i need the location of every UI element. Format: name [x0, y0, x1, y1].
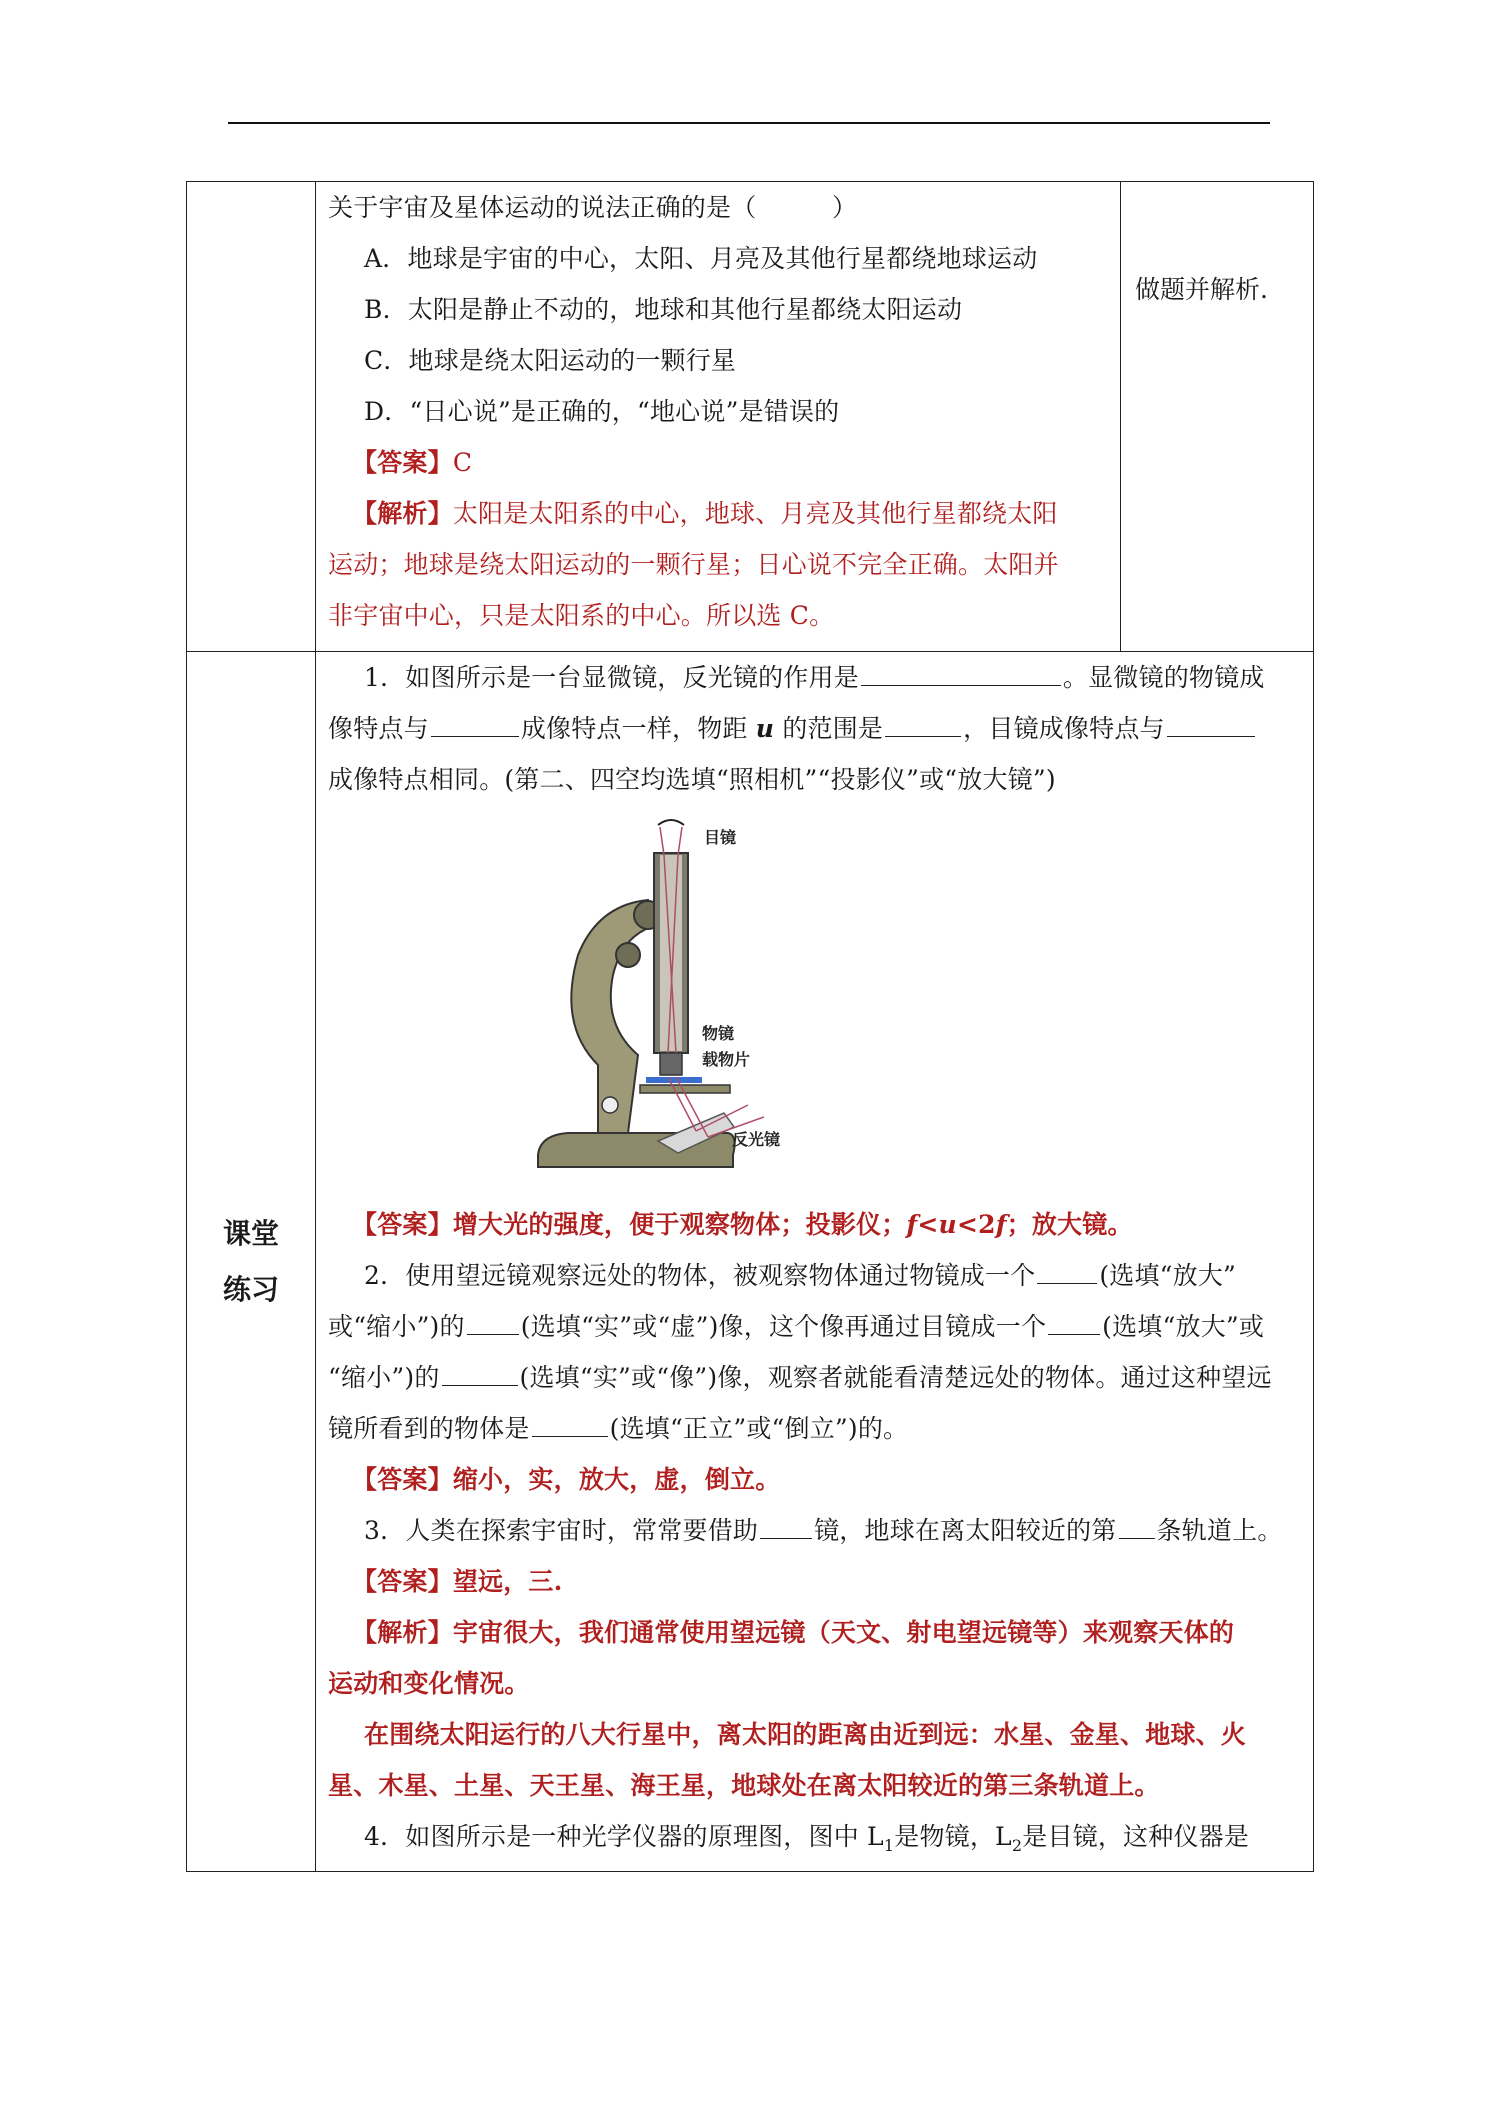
header-rule: [228, 122, 1270, 124]
table-row: [187, 652, 1314, 1872]
blank: [431, 710, 519, 737]
answer-line: [328, 437, 1110, 488]
microscope-diagram: [528, 815, 818, 1195]
stage: [640, 1085, 730, 1093]
side-note: 做题并解析.: [1135, 275, 1268, 304]
q1-line2: 像特点与 成像特点一样，物距 u 的范围是 ，目镜成像特点与: [328, 703, 1303, 754]
section-label-line1: 课堂: [222, 1216, 279, 1250]
analysis-line: [328, 488, 1110, 539]
blank: [1167, 710, 1255, 737]
option-b: B．太阳是静止不动的，地球和其他行星都绕太阳运动: [364, 295, 963, 324]
analysis-tag: 【解析】: [352, 499, 453, 528]
option-a: A．地球是宇宙的中心，太阳、月亮及其他行星都绕地球运动: [364, 244, 1038, 273]
q3-analysis-line4: 星、木星、土星、天王星、海王星，地球处在离太阳较近的第三条轨道上。: [328, 1771, 1160, 1800]
fig-label-eyepiece: 目镜: [704, 828, 737, 847]
q4-line1: 4．如图所示是一种光学仪器的原理图，图中 $L_1$是物镜，$L_2$是目镜，这种仪器是: [364, 1822, 1250, 1855]
answer-tag: 【答案】: [352, 448, 453, 477]
q3-analysis-line3: 在围绕太阳运行的八大行星中，离太阳的距离由近到远：水星、金星、地球、火: [364, 1720, 1247, 1749]
q3-answer: 【答案】望远，三.: [352, 1567, 563, 1596]
answer-value: C: [452, 448, 473, 477]
microscope-figure: [528, 815, 818, 1195]
q3-line1: 3．人类在探索宇宙时，常常要借助 镜，地球在离太阳较近的第 条轨道上。: [328, 1505, 1303, 1556]
blank: [861, 659, 1061, 686]
question-text: 关于宇宙及星体运动的说法正确的是（ ）: [328, 193, 858, 222]
analysis-text: 太阳是太阳系的中心，地球、月亮及其他行星都绕太阳: [452, 499, 1058, 528]
table-row: [187, 182, 1314, 652]
fig-label-slide: 载物片: [702, 1050, 751, 1069]
blank: [467, 1308, 519, 1335]
exercise-cell: [316, 652, 1314, 1872]
q2-line1: 2．使用望远镜观察远处的物体，被观察物体通过物镜成一个 (选填“放大”: [328, 1250, 1303, 1301]
tube-inner: [660, 855, 682, 1051]
blank: [1119, 1512, 1155, 1539]
q1-line3: 成像特点相同。(第二、四空均选填“照相机”“投影仪”或“放大镜”): [328, 765, 1056, 794]
blank: [442, 1359, 518, 1386]
q1-line1: 1．如图所示是一台显微镜，反光镜的作用是 。显微镜的物镜成: [328, 652, 1303, 703]
q3-analysis-line1: 【解析】宇宙很大，我们通常使用望远镜（天文、射电望远镜等）来观察天体的: [352, 1618, 1235, 1647]
q2-line2: 或“缩小”)的 (选填“实”或“虚”)像，这个像再通过目镜成一个 (选填“放大”或: [328, 1301, 1303, 1352]
fine-knob: [616, 943, 640, 967]
option-d: D．“日心说”是正确的，“地心说”是错误的: [364, 397, 840, 426]
label-cell-empty: [187, 182, 316, 652]
q2-line4: 镜所看到的物体是 (选填“正立”或“倒立”)的。: [328, 1403, 1303, 1454]
blank: [1048, 1308, 1100, 1335]
lesson-table: [186, 181, 1314, 1872]
section-label-line2: 练习: [222, 1272, 279, 1306]
q3-analysis-line2: 运动和变化情况。: [328, 1669, 530, 1698]
analysis-line: 非宇宙中心，只是太阳系的中心。所以选 C。: [328, 601, 835, 630]
fig-label-mirror: 反光镜: [732, 1130, 781, 1149]
blank: [1037, 1257, 1097, 1284]
fig-label-objective: 物镜: [702, 1024, 735, 1043]
label-cell: [187, 652, 316, 1872]
content-cell: [316, 182, 1121, 652]
note-cell: [1121, 182, 1314, 652]
eye-icon: [658, 820, 684, 825]
q2-line3: “缩小”)的 (选填“实”或“像”)像，观察者就能看清楚远处的物体。通过这种望远: [328, 1352, 1303, 1403]
blank: [532, 1410, 608, 1437]
slide: [646, 1077, 702, 1083]
objective-lens: [660, 1053, 682, 1075]
blank: [760, 1512, 812, 1539]
blank: [885, 710, 961, 737]
q1-answer: 【答案】增大光的强度，便于观察物体；投影仪；f<u<2f；放大镜。: [352, 1210, 1133, 1239]
option-c: C．地球是绕太阳运动的一颗行星: [364, 346, 737, 375]
q2-answer: 【答案】缩小，实，放大，虚，倒立。: [352, 1465, 781, 1494]
analysis-line: 运动；地球是绕太阳运动的一颗行星；日心说不完全正确。太阳并: [328, 550, 1059, 579]
pivot-icon: [602, 1097, 618, 1113]
